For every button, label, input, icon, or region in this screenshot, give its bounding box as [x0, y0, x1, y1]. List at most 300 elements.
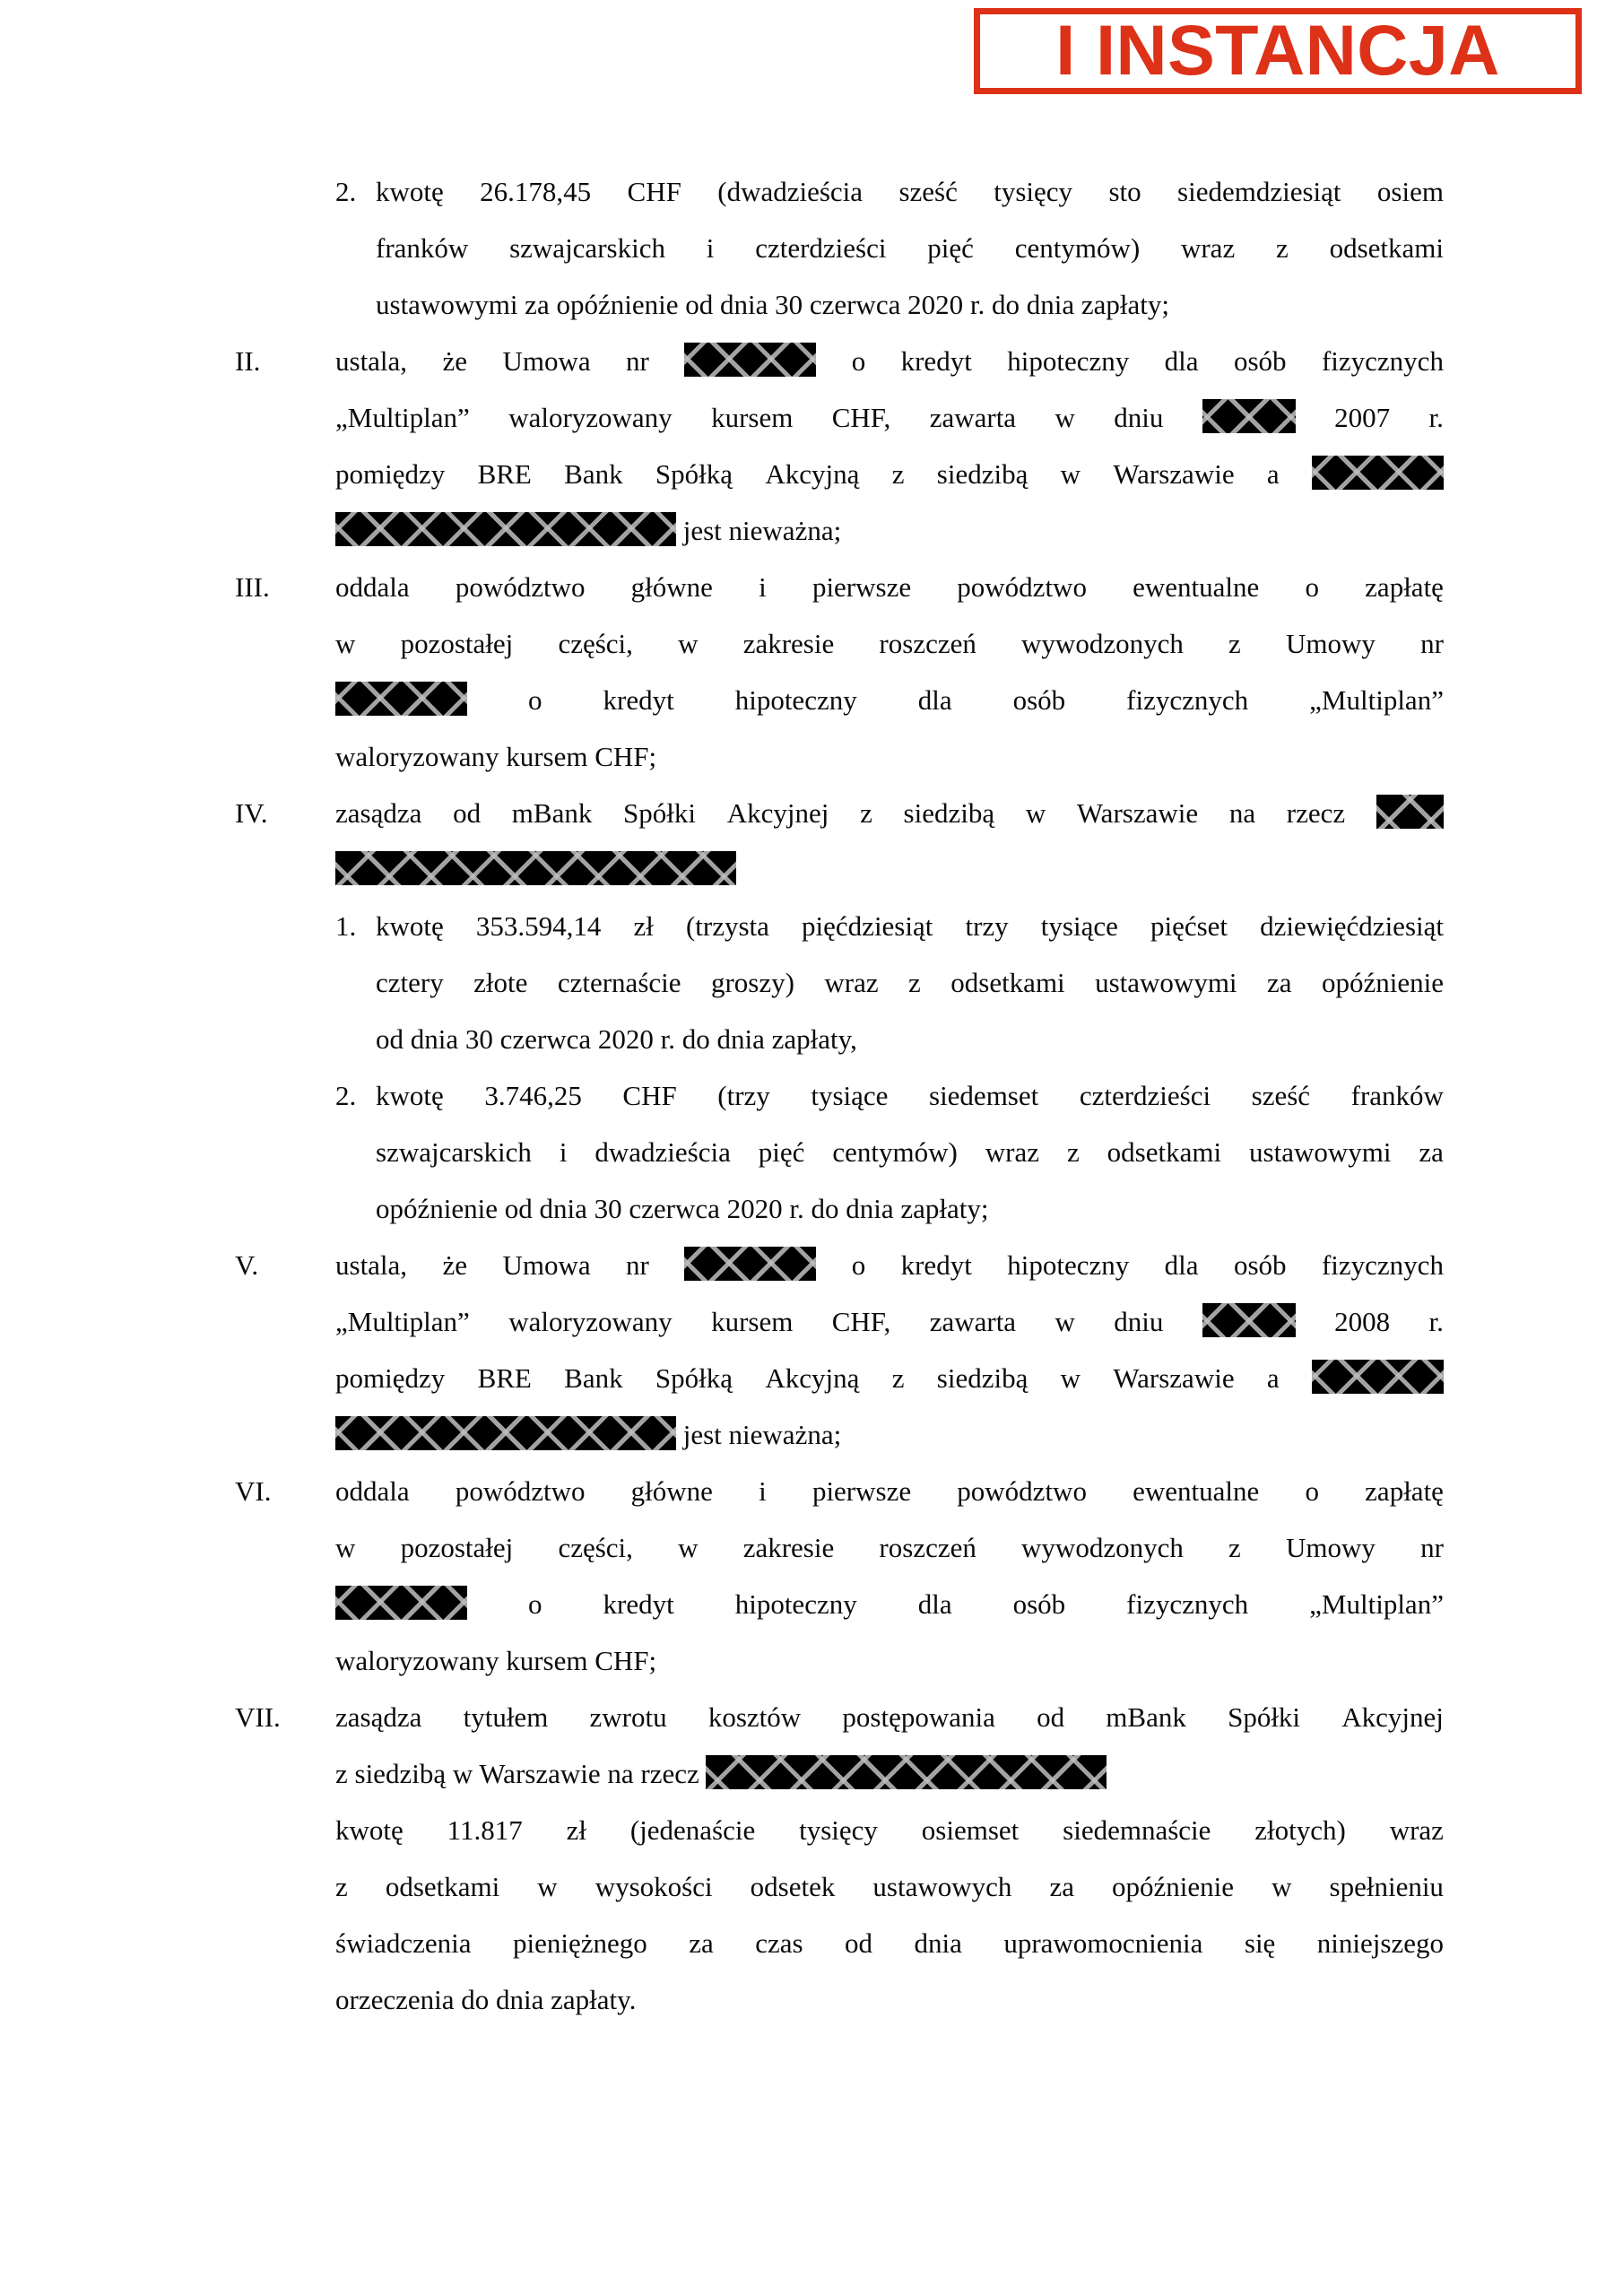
word: z	[891, 1362, 905, 1394]
word: nr	[1420, 1532, 1444, 1563]
list-item-body	[335, 785, 1444, 898]
list-item	[235, 1463, 1444, 1689]
text-line	[335, 1858, 1444, 1915]
word: zł	[633, 910, 654, 942]
word: części,	[558, 628, 633, 659]
word: kredyt	[603, 1588, 674, 1620]
word: 2007	[1334, 402, 1391, 433]
word: tysiące	[811, 1080, 889, 1111]
word: Umowa	[502, 1249, 591, 1281]
word: i	[759, 571, 767, 603]
redaction-slot	[1312, 446, 1444, 502]
word: fizycznych	[1126, 1588, 1249, 1620]
word: wywodzonych	[1021, 628, 1184, 659]
text-line	[335, 389, 1444, 446]
word: o	[1305, 571, 1319, 603]
word: za	[1266, 967, 1292, 998]
word: (dwadzieścia	[717, 176, 864, 207]
word: wywodzonych	[1021, 1532, 1184, 1563]
redaction-slot	[1376, 785, 1444, 841]
word: nr	[626, 345, 649, 377]
word: dziewięćdziesiąt	[1260, 910, 1444, 942]
text-line	[335, 446, 1444, 502]
word: czterdzieści	[755, 232, 887, 264]
word: kredyt	[603, 684, 674, 716]
word: sześć	[898, 176, 958, 207]
word: franków	[1350, 1080, 1444, 1111]
text-line	[376, 1011, 1444, 1067]
redaction-block	[335, 1586, 467, 1620]
word: waloryzowany	[508, 402, 673, 433]
list-item	[235, 1689, 1444, 2028]
list-item	[235, 163, 1444, 333]
list-item-marker: VI.	[235, 1475, 272, 1507]
word: dla	[1164, 1249, 1199, 1281]
word: opóźnienie	[1321, 967, 1444, 998]
word: dla	[1164, 345, 1199, 377]
word: oddala	[335, 571, 410, 603]
word: i	[759, 1475, 767, 1507]
word: sześć	[1251, 1080, 1311, 1111]
word: ustala,	[335, 1249, 408, 1281]
word: fizycznych	[1126, 684, 1249, 716]
list-item-body	[376, 1067, 1444, 1237]
word: ustawowymi	[1249, 1136, 1392, 1168]
text-line	[335, 841, 1444, 898]
word: w	[1055, 1306, 1075, 1337]
word: w	[678, 628, 699, 659]
word: osiem	[1376, 176, 1444, 207]
redaction-slot	[1202, 1293, 1296, 1350]
redaction-slot	[684, 333, 816, 389]
list-item-marker: II.	[235, 345, 261, 377]
word: kredyt	[900, 1249, 972, 1281]
word: ustawowymi	[1095, 967, 1237, 998]
word: „Multiplan”	[335, 1306, 470, 1337]
word: Akcyjną	[765, 458, 860, 490]
word: centymów)	[1014, 232, 1141, 264]
word: się	[1244, 1927, 1276, 1959]
word: osiemset	[921, 1814, 1020, 1846]
list-item-body	[335, 333, 1444, 559]
word: waloryzowany kursem CHF;	[335, 741, 657, 772]
word: na	[1228, 797, 1256, 829]
word: niniejszego	[1316, 1927, 1444, 1959]
word: Spółki	[623, 797, 697, 829]
word: a	[1266, 458, 1280, 490]
text-line	[376, 1067, 1444, 1124]
redaction-block	[1202, 1303, 1296, 1337]
word: Spółką	[655, 458, 733, 490]
word: pozostałej	[400, 628, 514, 659]
list-item	[235, 1067, 1444, 1237]
word: powództwo	[455, 571, 586, 603]
word: szwajcarskich	[509, 232, 665, 264]
list-item-marker: 2.	[335, 1080, 357, 1111]
word: siedzibą	[903, 797, 995, 829]
word: kwotę	[376, 1080, 444, 1111]
text-line	[335, 1293, 1444, 1350]
word: że	[442, 1249, 468, 1281]
word: BRE	[477, 1362, 532, 1394]
word: pięć	[927, 232, 974, 264]
word: ustawowych	[872, 1871, 1012, 1902]
word: pomiędzy	[335, 458, 446, 490]
word: osób	[1012, 684, 1066, 716]
word: CHF	[622, 1080, 677, 1111]
word: od dnia 30 czerwca 2020 r. do dnia zapłaty,	[376, 1023, 857, 1055]
list-item	[235, 785, 1444, 898]
word: ustala,	[335, 345, 408, 377]
word: postępowania	[842, 1701, 995, 1733]
word: cztery	[376, 967, 444, 998]
redaction-block	[1312, 456, 1444, 490]
word: waloryzowany	[508, 1306, 673, 1337]
word: tysięcy	[799, 1814, 878, 1846]
word: ewentualne	[1133, 571, 1260, 603]
redaction-block	[335, 1416, 676, 1450]
word: szwajcarskich	[376, 1136, 532, 1168]
text-line	[335, 615, 1444, 672]
word: od	[453, 797, 482, 829]
redaction-block	[335, 512, 676, 546]
word: dniu	[1114, 1306, 1164, 1337]
list-item-marker: IV.	[235, 797, 268, 829]
text-line	[376, 276, 1444, 333]
word: opóźnienie od dnia 30 czerwca 2020 r. do dnia zapłaty;	[376, 1193, 989, 1224]
word: „Multiplan”	[1309, 684, 1444, 716]
word: że	[442, 345, 468, 377]
word: 26.178,45	[480, 176, 592, 207]
text-line	[376, 1180, 1444, 1237]
redaction-block	[706, 1755, 1107, 1789]
redaction-slot	[684, 1237, 816, 1293]
judgment-body	[235, 163, 1444, 2028]
word: groszy)	[710, 967, 794, 998]
word: kwotę	[376, 176, 444, 207]
word: kwotę	[376, 910, 444, 942]
word: siedemdziesiąt	[1177, 176, 1341, 207]
word: hipoteczny	[1007, 345, 1130, 377]
word: z	[908, 967, 921, 998]
word: za	[689, 1927, 714, 1959]
redaction-block	[1312, 1360, 1444, 1394]
word: pięćdziesiąt	[802, 910, 933, 942]
word: orzeczenia do dnia zapłaty.	[335, 1984, 637, 2015]
word: w	[1060, 1362, 1081, 1394]
word: fizycznych	[1321, 345, 1444, 377]
word: Bank	[564, 1362, 623, 1394]
list-item-body	[335, 1689, 1444, 2028]
redaction-block	[335, 682, 467, 716]
text-line	[335, 1406, 1444, 1463]
word: kosztów	[707, 1701, 802, 1733]
text-line	[376, 1124, 1444, 1180]
word: w	[1025, 797, 1046, 829]
list-item-body	[376, 898, 1444, 1067]
text-line	[335, 672, 1444, 728]
word: Akcyjnej	[1341, 1701, 1444, 1733]
word: odsetek	[750, 1871, 836, 1902]
word: czas	[755, 1927, 803, 1959]
word: Warszawie	[1113, 1362, 1235, 1394]
word: zapłatę	[1365, 1475, 1444, 1507]
word: z	[1228, 1532, 1241, 1563]
redaction-block	[684, 343, 816, 377]
word: mBank	[511, 797, 593, 829]
word: w	[1060, 458, 1081, 490]
word: złote	[473, 967, 528, 998]
word: dniu	[1114, 402, 1164, 433]
word: zasądza	[335, 1701, 422, 1733]
word: siedzibą	[936, 1362, 1028, 1394]
word: hipoteczny	[734, 684, 857, 716]
word: wraz	[985, 1136, 1040, 1168]
word: za	[1419, 1136, 1444, 1168]
word: tytułem	[463, 1701, 549, 1733]
word: główne	[630, 1475, 713, 1507]
word: zawarta	[929, 402, 1017, 433]
word: Warszawie	[1076, 797, 1199, 829]
redaction-block	[1202, 399, 1296, 433]
word: spełnieniu	[1329, 1871, 1444, 1902]
word: zapłatę	[1365, 571, 1444, 603]
word: siedzibą	[936, 458, 1028, 490]
word: 11.817	[447, 1814, 523, 1846]
word: pięćset	[1150, 910, 1228, 942]
word: nr	[626, 1249, 649, 1281]
word: CHF,	[831, 1306, 891, 1337]
word: centymów)	[832, 1136, 958, 1168]
word: czternaście	[557, 967, 681, 998]
word: z	[335, 1871, 348, 1902]
redaction-block	[335, 851, 736, 885]
word: roszczeń	[879, 1532, 976, 1563]
word: Umowa	[502, 345, 591, 377]
word: wysokości	[595, 1871, 713, 1902]
text-line	[335, 502, 1444, 559]
text-line	[335, 1689, 1444, 1745]
word: główne	[630, 571, 713, 603]
word: kredyt	[900, 345, 972, 377]
text-line	[335, 1519, 1444, 1576]
word: czterdzieści	[1079, 1080, 1211, 1111]
word: kwotę	[335, 1814, 404, 1846]
word: sto	[1108, 176, 1141, 207]
text-line	[335, 1237, 1444, 1293]
word: zakresie	[742, 628, 835, 659]
list-item-body	[335, 1237, 1444, 1463]
word: 3.746,25	[484, 1080, 582, 1111]
word: Umowy	[1285, 628, 1376, 659]
text-line	[376, 163, 1444, 220]
text-line	[335, 1463, 1444, 1519]
word: dwadzieścia	[595, 1136, 731, 1168]
list-item-marker: V.	[235, 1249, 259, 1281]
word: i	[706, 232, 715, 264]
word: ewentualne	[1133, 1475, 1260, 1507]
word: z	[1276, 232, 1289, 264]
word: odsetkami	[385, 1871, 500, 1902]
word: odsetkami	[1107, 1136, 1222, 1168]
word: o	[528, 1588, 542, 1620]
word: roszczeń	[879, 628, 976, 659]
text-line	[335, 1350, 1444, 1406]
word: Warszawie	[1113, 458, 1235, 490]
word: r.	[1428, 1306, 1444, 1337]
word: hipoteczny	[1007, 1249, 1130, 1281]
word: „Multiplan”	[1309, 1588, 1444, 1620]
word: siedemnaście	[1063, 1814, 1211, 1846]
word: 2008	[1334, 1306, 1391, 1337]
word: (trzysta	[685, 910, 769, 942]
text-line	[376, 898, 1444, 954]
word: z siedzibą w Warszawie na rzecz	[335, 1758, 707, 1789]
word: Akcyjną	[765, 1362, 860, 1394]
word: osób	[1012, 1588, 1066, 1620]
word: odsetkami	[950, 967, 1065, 998]
word: powództwo	[957, 571, 1087, 603]
text-line	[376, 954, 1444, 1011]
word: pomiędzy	[335, 1362, 446, 1394]
word: oddala	[335, 1475, 410, 1507]
list-item-marker: III.	[235, 571, 270, 603]
word: uprawomocnienia	[1003, 1927, 1203, 1959]
word: od	[1037, 1701, 1065, 1733]
word: rzecz	[1286, 797, 1346, 829]
word: jest nieważna;	[676, 515, 842, 546]
text-line	[335, 333, 1444, 389]
list-item-marker: VII.	[235, 1701, 281, 1733]
word: Bank	[564, 458, 623, 490]
word: pozostałej	[400, 1532, 514, 1563]
word: zwrotu	[589, 1701, 667, 1733]
word: r.	[1428, 402, 1444, 433]
word: z	[1066, 1136, 1080, 1168]
word: wraz	[1389, 1814, 1444, 1846]
word: Spółki	[1228, 1701, 1301, 1733]
word: części,	[558, 1532, 633, 1563]
text-line	[335, 1971, 1444, 2028]
word: z	[891, 458, 905, 490]
word: (jedenaście	[629, 1814, 756, 1846]
word: za	[1049, 1871, 1074, 1902]
word: nr	[1420, 628, 1444, 659]
word: franków	[376, 232, 469, 264]
word: złotych)	[1254, 1814, 1346, 1846]
word: „Multiplan”	[335, 402, 470, 433]
word: i	[559, 1136, 568, 1168]
word: pieniężnego	[512, 1927, 647, 1959]
redaction-block	[684, 1247, 816, 1281]
word: CHF	[627, 176, 681, 207]
text-line	[335, 1745, 1444, 1802]
word: tysiące	[1040, 910, 1118, 942]
redaction-slot	[335, 1576, 467, 1632]
text-line	[335, 559, 1444, 615]
word: zł	[566, 1814, 586, 1846]
word: wraz	[1180, 232, 1236, 264]
word: w	[1271, 1871, 1292, 1902]
word: o	[851, 345, 866, 377]
word: w	[335, 1532, 356, 1563]
word: ustawowymi za opóźnienie od dnia 30 czerwca 2020 r. do dnia zapłaty;	[376, 289, 1169, 320]
word: pierwsze	[812, 571, 912, 603]
list-item-marker: 2.	[335, 176, 357, 207]
word: o	[528, 684, 542, 716]
word: hipoteczny	[734, 1588, 857, 1620]
text-line	[335, 728, 1444, 785]
list-item-body	[376, 163, 1444, 333]
redaction-slot	[1312, 1350, 1444, 1406]
word: od	[845, 1927, 872, 1959]
word: w	[335, 628, 356, 659]
word: 353.594,14	[475, 910, 602, 942]
instance-stamp	[974, 8, 1582, 94]
word: fizycznych	[1321, 1249, 1444, 1281]
word: (trzy	[717, 1080, 770, 1111]
word: trzy	[965, 910, 1009, 942]
word: mBank	[1106, 1701, 1186, 1733]
word: Umowy	[1285, 1532, 1376, 1563]
word: wraz	[824, 967, 879, 998]
word: zakresie	[742, 1532, 835, 1563]
word: świadczenia	[335, 1927, 472, 1959]
redaction-slot	[335, 672, 467, 728]
list-item-body	[335, 559, 1444, 785]
word: z	[1228, 628, 1241, 659]
instance-stamp-label: I INSTANCJA	[1055, 9, 1500, 90]
list-item-marker: 1.	[335, 910, 357, 942]
word: o	[1305, 1475, 1319, 1507]
text-line	[335, 1802, 1444, 1858]
word: CHF,	[831, 402, 891, 433]
word: kursem	[711, 1306, 794, 1337]
list-item	[235, 333, 1444, 559]
word: kursem	[711, 402, 794, 433]
word: w	[678, 1532, 699, 1563]
word: osób	[1233, 1249, 1287, 1281]
text-line	[335, 785, 1444, 841]
word: zasądza	[335, 797, 422, 829]
word: powództwo	[957, 1475, 1087, 1507]
word: zawarta	[929, 1306, 1017, 1337]
list-item	[235, 559, 1444, 785]
word: Akcyjnej	[726, 797, 829, 829]
word: pierwsze	[812, 1475, 912, 1507]
word: z	[860, 797, 872, 829]
word: o	[851, 1249, 866, 1281]
word: w	[1055, 402, 1075, 433]
word: opóźnienie	[1112, 1871, 1235, 1902]
redaction-slot	[1202, 389, 1296, 446]
word: dla	[917, 684, 952, 716]
word: waloryzowany kursem CHF;	[335, 1645, 657, 1676]
text-line	[335, 1632, 1444, 1689]
word: BRE	[477, 458, 532, 490]
word: tysięcy	[994, 176, 1073, 207]
word: pięć	[758, 1136, 805, 1168]
word: w	[537, 1871, 558, 1902]
list-item-body	[335, 1463, 1444, 1689]
word: osób	[1233, 345, 1287, 377]
text-line	[335, 1915, 1444, 1971]
word: siedemset	[929, 1080, 1039, 1111]
word: dnia	[914, 1927, 962, 1959]
word: powództwo	[455, 1475, 586, 1507]
list-item	[235, 1237, 1444, 1463]
word: Spółką	[655, 1362, 733, 1394]
